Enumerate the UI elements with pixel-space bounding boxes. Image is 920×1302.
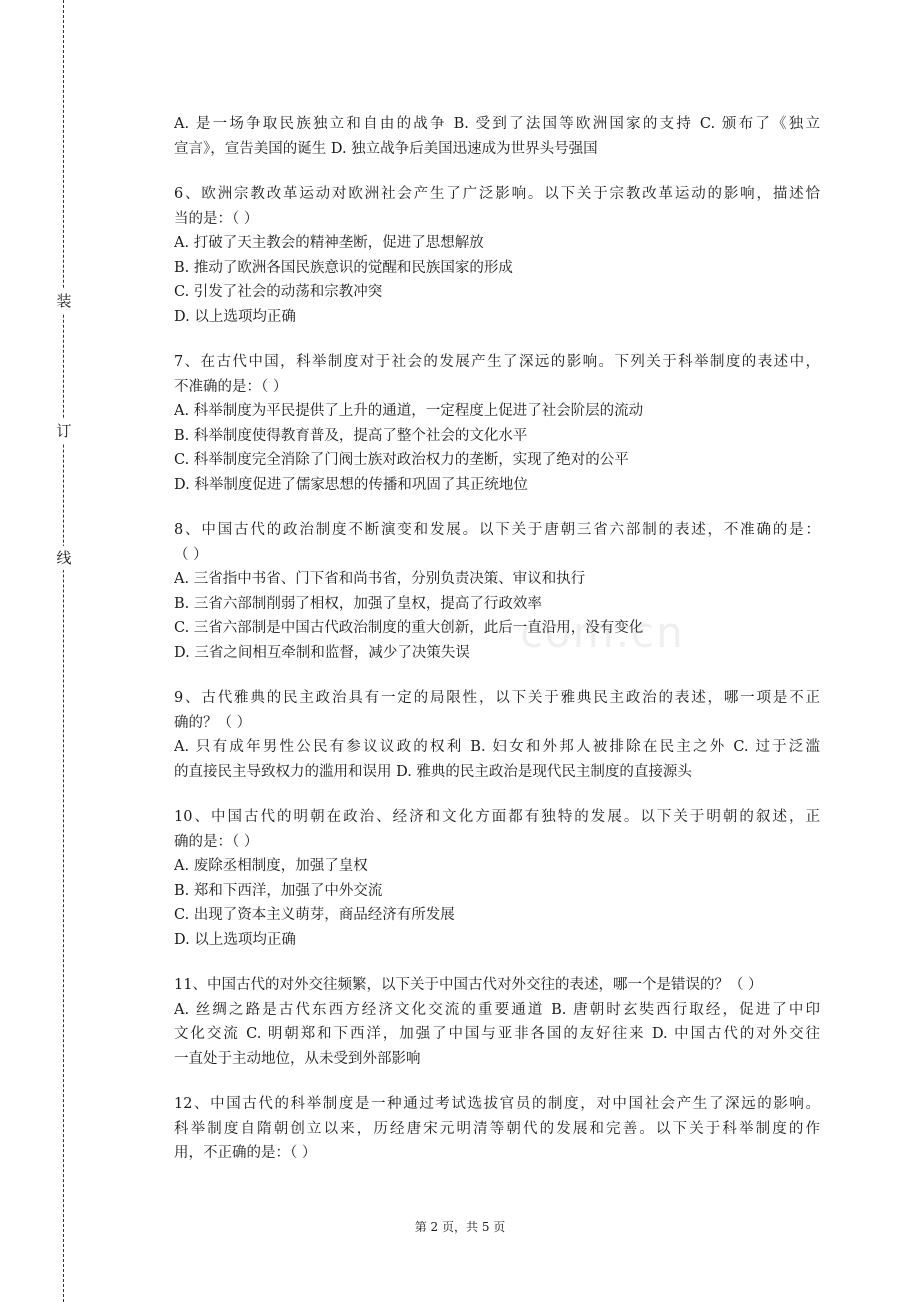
question-line: D. 三省之间相互牵制和监督，减少了决策失误 [174, 644, 470, 661]
question-block [174, 805, 820, 952]
question-line: B. 推动了欧洲各国民族意识的觉醒和民族国家的形成 [174, 259, 513, 276]
question-line: 12、中国古代的科举制度是一种通过考试选拔官员的制度，对中国社会产生了深远的影响。 [174, 1096, 820, 1112]
question-line: B. 三省六部制削弱了相权，加强了皇权，提高了行政效率 [174, 595, 542, 612]
question-block [174, 1092, 820, 1166]
question-line: 的直接民主导致权力的滥用和误用 D. 雅典的民主政治是现代民主制度的直接源头 [174, 763, 692, 780]
binding-char-ding: 订 [52, 419, 76, 443]
question-line: A. 只有成年男性公民有参议议政的权利 B. 妇女和外邦人被排除在民主之外 C. 过于泛滥 [174, 739, 820, 755]
question-line: （ ） [174, 546, 208, 563]
question-list [174, 112, 820, 1187]
question-line: 一直处于主动地位，从未受到外部影响 [174, 1050, 421, 1067]
question-line: 11、中国古代的对外交往频繁，以下关于中国古代对外交往的表述，哪一个是错误的？（ ） [174, 977, 763, 993]
binding-char-xian: 线 [52, 546, 76, 570]
question-line: 科举制度自隋朝创立以来，历经唐宋元明清等朝代的发展和完善。以下关于科举制度的作 [174, 1120, 820, 1137]
question-line: A. 丝绸之路是古代东西方经济文化交流的重要通道 B. 唐朝时玄奘西行取经，促进了中印 [174, 1001, 820, 1018]
question-line: A. 是一场争取民族独立和自由的战争 B. 受到了法国等欧洲国家的支持 C. 颁布了《独立 [174, 116, 820, 132]
question-line: A. 打破了天主教会的精神垄断，促进了思想解放 [174, 235, 484, 251]
question-line: C. 引发了社会的动荡和宗教冲突 [174, 284, 383, 300]
question-line: 7、在古代中国，科举制度对于社会的发展产生了深远的影响。下列关于科举制度的表述中， [174, 354, 820, 370]
question-line: D. 以上选项均正确 [174, 931, 296, 948]
question-block [174, 182, 820, 329]
binding-char-zhuang: 装 [52, 289, 76, 313]
question-block [174, 112, 820, 161]
question-line: A. 三省指中书省、门下省和尚书省，分别负责决策、审议和执行 [174, 571, 586, 587]
question-block [174, 686, 820, 784]
question-line: C. 科举制度完全消除了门阀士族对政治权力的垄断，实现了绝对的公平 [174, 452, 629, 468]
question-line: D. 以上选项均正确 [174, 308, 296, 325]
question-block [174, 973, 820, 1071]
binding-dashed-line [63, 0, 64, 1302]
question-line: B. 郑和下西洋，加强了中外交流 [174, 882, 383, 899]
question-line: 确的是：（ ） [174, 833, 259, 850]
question-line: B. 科举制度使得教育普及，提高了整个社会的文化水平 [174, 427, 528, 444]
watermark: com.cn [520, 608, 685, 657]
question-line: 宣言》，宣告美国的诞生 D. 独立战争后美国迅速成为世界头号强国 [174, 140, 598, 157]
question-line: 8、中国古代的政治制度不断演变和发展。以下关于唐朝三省六部制的表述，不准确的是： [174, 522, 820, 538]
question-line: 当的是：（ ） [174, 210, 259, 227]
question-line: C. 三省六部制是中国古代政治制度的重大创新，此后一直沿用，没有变化 [174, 620, 644, 636]
question-line: 不准确的是：（ ） [174, 378, 288, 395]
question-block [174, 350, 820, 497]
question-line: C. 出现了资本主义萌芽，商品经济有所发展 [174, 907, 455, 923]
question-line: D. 科举制度促进了儒家思想的传播和巩固了其正统地位 [174, 476, 528, 493]
question-line: A. 废除丞相制度，加强了皇权 [174, 858, 368, 874]
question-line: 确的？（ ） [174, 714, 252, 731]
question-line: 9、古代雅典的民主政治具有一定的局限性，以下关于雅典民主政治的表述，哪一项是不正 [174, 690, 820, 706]
question-line: 文化交流 C. 明朝郑和下西洋，加强了中国与亚非各国的友好往来 D. 中国古代的对外交往 [174, 1026, 820, 1042]
question-line: 用，不正确的是：（ ） [174, 1145, 317, 1161]
question-line: 10、中国古代的明朝在政治、经济和文化方面都有独特的发展。以下关于明朝的叙述，正 [174, 809, 820, 825]
page-footer: 第 2 页，共 5 页 [414, 1220, 506, 1234]
question-line: A. 科举制度为平民提供了上升的通道，一定程度上促进了社会阶层的流动 [174, 403, 644, 419]
question-line: 6、欧洲宗教改革运动对欧洲社会产生了广泛影响。以下关于宗教改革运动的影响，描述恰 [174, 186, 820, 202]
question-block [174, 518, 820, 665]
